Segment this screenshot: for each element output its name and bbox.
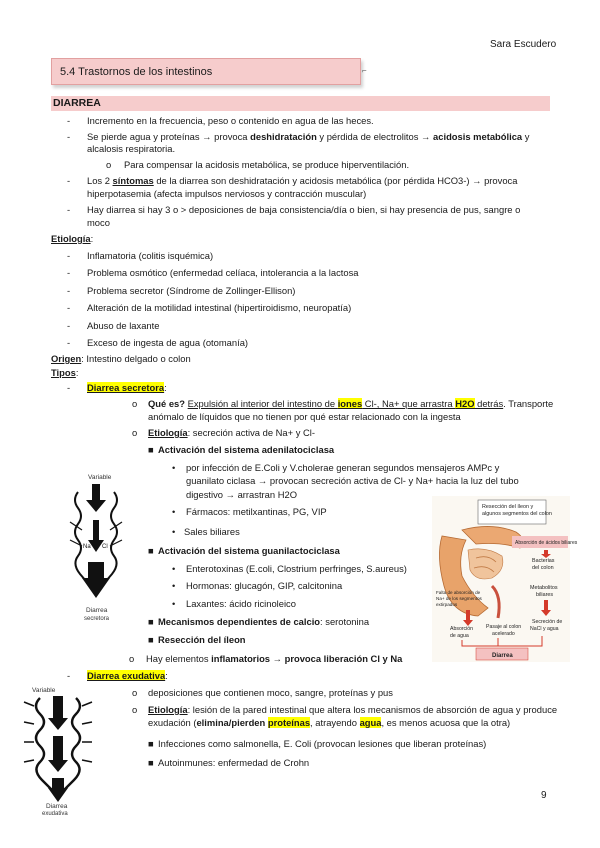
intro-bullet-4: Hay diarrea si hay 3 o > deposiciones de baja consistencia/día o bien, si hay presencia de pus, sangre o — [87, 204, 521, 215]
guanilato-heading: Activación del sistema guanilactociclasa — [158, 545, 340, 556]
intro-bullet-2-cont: alcalosis respiratoria. — [87, 143, 176, 154]
circle-marker: o — [132, 687, 138, 698]
figure-label: Variable — [88, 474, 112, 481]
dash-marker: - — [67, 250, 71, 261]
exudativa-title: Diarrea exudativa: — [87, 670, 168, 681]
square-bullet: ■ — [148, 757, 154, 768]
dot-bullet: • — [172, 598, 176, 609]
dot-bullet: • — [172, 462, 176, 473]
figure-label: Falta de absorción de — [436, 590, 481, 595]
adenilato-item-1: por infección de E.Coli y V.cholerae generan segundos mensajeros AMPc y — [186, 462, 500, 473]
dash-marker: - — [67, 267, 71, 278]
inflamatorios-item: Hay elementos inflamatorios → provoca liberación Cl y Na — [146, 653, 403, 664]
exudativa-etiologia-cont: exudación (elimina/pierden proteínas, atrayendo agua, es menos acuosa que la otra) — [148, 717, 511, 728]
ileon-item: Resección del íleon — [158, 634, 246, 645]
dash-marker: - — [67, 204, 71, 215]
figure-label: NaCl y agua — [530, 626, 559, 632]
adenilato-item-3: Sales biliares — [184, 526, 240, 537]
square-bullet: ■ — [148, 634, 154, 645]
cursor-mark: ⌐ — [362, 66, 367, 75]
section-title: 5.4 Trastornos de los intestinos — [60, 66, 213, 78]
etiologia-item: Inflamatoria (colitis isquémica) — [87, 250, 214, 261]
exudativa-sub-1: Infecciones como salmonella, E. Coli (provocan lesiones que liberan proteínas) — [158, 738, 487, 749]
diarrea-title: DIARREA — [53, 97, 101, 109]
section-title-box — [51, 58, 361, 85]
etiologia-item: Problema secretor (Síndrome de Zollinger-Ellison) — [87, 285, 296, 296]
intro-bullet-4-cont: moco — [87, 217, 110, 228]
dash-marker: - — [67, 131, 71, 142]
dash-marker: - — [67, 175, 71, 186]
figure-label: algunos segmentos del colon — [482, 511, 552, 517]
square-bullet: ■ — [148, 616, 154, 627]
figure-label: Pasaje al colon — [486, 624, 522, 630]
dash-marker: - — [67, 115, 71, 126]
etiologia-item: Alteración de la motilidad intestinal (hipertiroidismo, neuropatía) — [87, 302, 352, 313]
circle-marker: o — [132, 398, 138, 409]
figure-label: exudativa — [42, 811, 68, 817]
etiologia-item: Abuso de laxante — [87, 320, 160, 331]
etiologia-heading: Etiología: — [51, 233, 94, 244]
dash-marker: - — [67, 382, 71, 393]
dash-marker: - — [67, 285, 71, 296]
figure-label: Absorción — [450, 626, 474, 632]
intro-bullet-3: Los 2 síntomas de la diarrea son deshidratación y acidosis metabólica (por pérdida HCO3-) → provoca — [87, 175, 518, 186]
dash-marker: - — [67, 337, 71, 348]
square-bullet: ■ — [148, 444, 154, 455]
figure-label: de agua — [450, 633, 469, 639]
figure-label: Bacterias — [532, 558, 555, 564]
figure-label: del colon — [532, 565, 554, 571]
author-name: Sara Escudero — [490, 39, 557, 50]
page-number: 9 — [541, 790, 547, 801]
secretora-que-es-cont: anómalo de líquidos que no tienen por qué estar relacionado con la ingesta — [148, 411, 461, 422]
figure-label: Diarrea — [86, 607, 108, 614]
exudativa-item-1: deposiciones que contienen moco, sangre, proteínas y pus — [148, 687, 393, 698]
calcio-item: Mecanismos dependientes de calcio: serotonina — [158, 616, 370, 627]
adenilato-item-1-cont: guanilato ciclasa → provocan secreción activa de Cl- y Na+ hacia la luz del tubo — [186, 475, 519, 486]
intro-bullet-1: Incremento en la frecuencia, peso o contenido en agua de las heces. — [87, 115, 374, 126]
intro-sub-bullet: Para compensar la acidosis metabólica, se produce hiperventilación. — [124, 159, 410, 170]
circle-marker: o — [132, 427, 138, 438]
dot-bullet: • — [172, 563, 176, 574]
adenilato-item-1-cont2: digestivo → arrastran H2O — [186, 489, 297, 500]
dot-bullet: • — [172, 580, 176, 591]
guanilato-item-1: Enterotoxinas (E.coli, Clostrium perfringes, S.aureus) — [186, 563, 407, 574]
tipos-heading: Tipos: — [51, 367, 79, 378]
guanilato-item-3: Laxantes: ácido ricinoleico — [186, 598, 296, 609]
exudativa-etiologia: Etiología: lesión de la pared intestinal que altera los mecanismos de absorción de agua y produce — [148, 704, 558, 715]
dash-marker: - — [67, 320, 71, 331]
secretora-title: Diarrea secretora: — [87, 382, 167, 393]
intro-bullet-2: Se pierde agua y proteínas → provoca deshidratación y pérdida de electrolitos → acidosis metabólica y — [87, 131, 530, 142]
exudativa-diagram — [20, 684, 100, 816]
circle-marker: o — [132, 704, 138, 715]
circle-marker: o — [129, 653, 135, 664]
figure-label: Diarrea — [46, 803, 68, 810]
diarrea-heading — [51, 96, 550, 111]
figure-label: Resección del íleon y — [482, 504, 534, 510]
figure-label: secretora — [84, 616, 110, 622]
exudativa-sub-2: Autoinmunes: enfermedad de Crohn — [158, 757, 310, 768]
dot-bullet: • — [172, 506, 176, 517]
figure-label: Na — [83, 544, 91, 550]
dash-marker: - — [67, 670, 71, 681]
adenilato-heading: Activación del sistema adenilatociclasa — [158, 444, 335, 455]
figure-label: Absorción de ácidos biliares — [515, 540, 578, 546]
square-bullet: ■ — [148, 738, 154, 749]
figure-label: acelerado — [492, 631, 515, 637]
secretora-diagram — [58, 470, 138, 625]
figure-label: Diarrea — [492, 653, 513, 659]
secretora-etiologia: Etiología: secreción activa de Na+ y Cl- — [148, 427, 315, 438]
dot-bullet: • — [172, 526, 176, 537]
square-bullet: ■ — [148, 545, 154, 556]
figure-label: biliares — [536, 592, 554, 598]
dash-marker: - — [67, 302, 71, 313]
figure-label: Metabolitos — [530, 585, 558, 591]
secretora-que-es: Qué es? Expulsión al interior del intestino de iones Cl-, Na+ que arrastra H2O detrás. Transporte — [148, 398, 554, 409]
intro-bullet-3-cont: hiperpotasemia (afecta impulsos nerviosos y contracción muscular) — [87, 188, 367, 199]
guanilato-item-2: Hormonas: glucagón, GIP, calcitonina — [186, 580, 343, 591]
origen-line: Origen: Intestino delgado o colon — [51, 353, 191, 364]
figure-label: Cl — [102, 544, 108, 550]
figure-label: Na+ de los segmentos — [436, 596, 482, 601]
etiologia-item: Problema osmótico (enfermedad celíaca, intolerancia a la lactosa — [87, 267, 359, 278]
figure-label: Variable — [32, 687, 56, 694]
figure-label: Secreción de — [532, 619, 563, 625]
circle-marker: o — [106, 159, 112, 170]
figure-label: extirpados — [436, 602, 458, 607]
adenilato-item-2: Fármacos: metilxantinas, PG, VIP — [186, 506, 327, 517]
etiologia-item: Exceso de ingesta de agua (otomanía) — [87, 337, 249, 348]
colon-diagram — [432, 496, 578, 662]
